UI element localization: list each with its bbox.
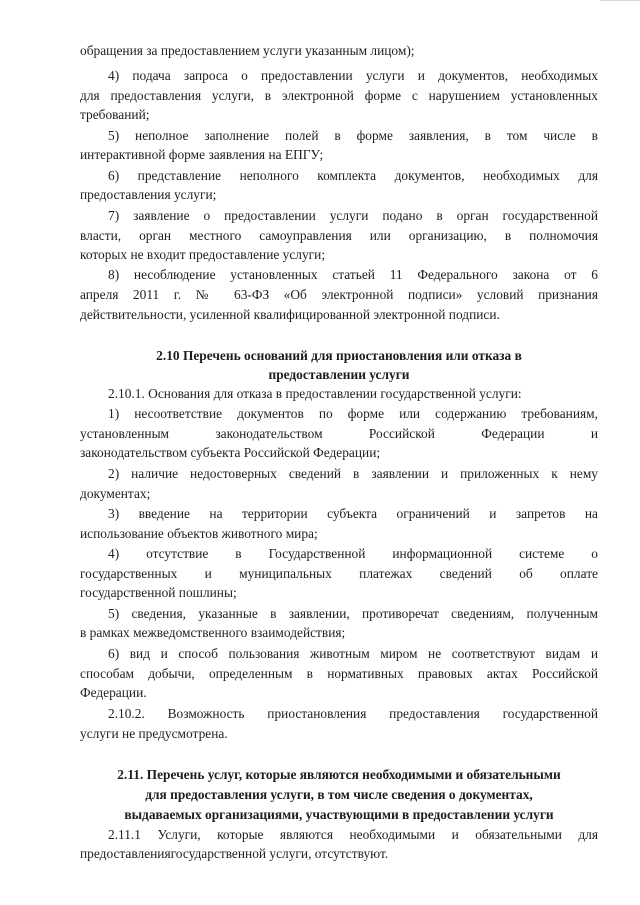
paragraph-line: интерактивной форме заявления на ЕПГУ; xyxy=(80,147,324,162)
paragraph-line: 2.10.1. Основания для отказа в предоставлении государственной услуги: xyxy=(108,386,522,401)
paragraph-line: 3) введение на территории субъекта ограничений и запретов на xyxy=(108,506,598,521)
paragraph-line: 5) сведения, указанные в заявлении, противоречат сведениям, полученным xyxy=(108,606,598,621)
paragraph-line: обращения за предоставлением услуги указанным лицом); xyxy=(80,43,415,58)
section-heading-2-11-cont: выдаваемых организациями, участвующими в предоставлении услуги xyxy=(124,807,554,822)
paragraph-line: 6) вид и способ пользования животным миром не соответствуют видам и xyxy=(108,646,598,661)
paragraph-line: Федерации. xyxy=(80,685,147,700)
paragraph-line: государственной пошлины; xyxy=(80,585,237,600)
paragraph-line: 2.11.1 Услуги, которые являются необходимыми и обязательными для xyxy=(108,827,598,842)
paragraph-line: 2) наличие недостоверных сведений в заявлении и приложенных к нему xyxy=(108,466,598,481)
paragraph-line: 7) заявление о предоставлении услуги подано в орган государственной xyxy=(108,208,598,223)
paragraph-line: в рамках межведомственного взаимодействия; xyxy=(80,625,346,640)
paragraph-line: государственных и муниципальных платежах сведений об оплате xyxy=(80,566,598,581)
paragraph-line: власти, орган местного самоуправления или организацию, в полномочия xyxy=(80,228,598,243)
paragraph-line: 4) подача запроса о предоставлении услуги и документов, необходимых xyxy=(108,68,598,83)
section-heading-2-11: 2.11. Перечень услуг, которые являются необходимыми и обязательными xyxy=(117,767,561,782)
paragraph-line: документах; xyxy=(80,486,151,501)
paragraph-line: для предоставления услуги, в электронной форме с нарушением установленных xyxy=(80,88,598,103)
paragraph-line: способам добычи, определенным в нормативных правовых актах Российской xyxy=(80,666,598,681)
paragraph-line: 4) отсутствие в Государственной информационной системе о xyxy=(108,546,598,561)
section-heading-2-10-cont: предоставлении услуги xyxy=(268,367,410,382)
paragraph-line: апреля 2011 г. № 63-ФЗ «Об электронной подписи» условий признания xyxy=(80,287,598,302)
section-heading-2-11-cont: для предоставления услуги, в том числе сведения о документах, xyxy=(145,787,533,802)
paragraph-line: использование объектов животного мира; xyxy=(80,526,318,541)
paragraph-line: установленным законодательством Российской Федерации и xyxy=(80,426,598,441)
paragraph-line: которых не входит предоставление услуги; xyxy=(80,247,326,262)
section-heading-2-10: 2.10 Перечень оснований для приостановления или отказа в xyxy=(156,348,522,363)
paragraph-line: услуги не предусмотрена. xyxy=(80,726,228,741)
paragraph-line: предоставлениягосударственной услуги, отсутствуют. xyxy=(80,846,389,861)
paragraph-line: 2.10.2. Возможность приостановления предоставления государственной xyxy=(108,706,598,721)
paragraph-line: 8) несоблюдение установленных статьей 11 Федерального закона от 6 xyxy=(108,267,598,282)
paragraph-line: 5) неполное заполнение полей в форме заявления, в том числе в xyxy=(108,128,598,143)
scan-edge-mark xyxy=(600,0,640,4)
paragraph-line: действительности, усиленной квалифицированной электронной подписи. xyxy=(80,307,500,322)
paragraph-line: предоставления услуги; xyxy=(80,187,217,202)
paragraph-line: законодательством субъекта Российской Федерации; xyxy=(80,445,381,460)
paragraph-line: 6) представление неполного комплекта документов, необходимых для xyxy=(108,168,598,183)
paragraph-line: 1) несоответствие документов по форме или содержанию требованиям, xyxy=(108,406,598,421)
paragraph-line: требований; xyxy=(80,107,150,122)
